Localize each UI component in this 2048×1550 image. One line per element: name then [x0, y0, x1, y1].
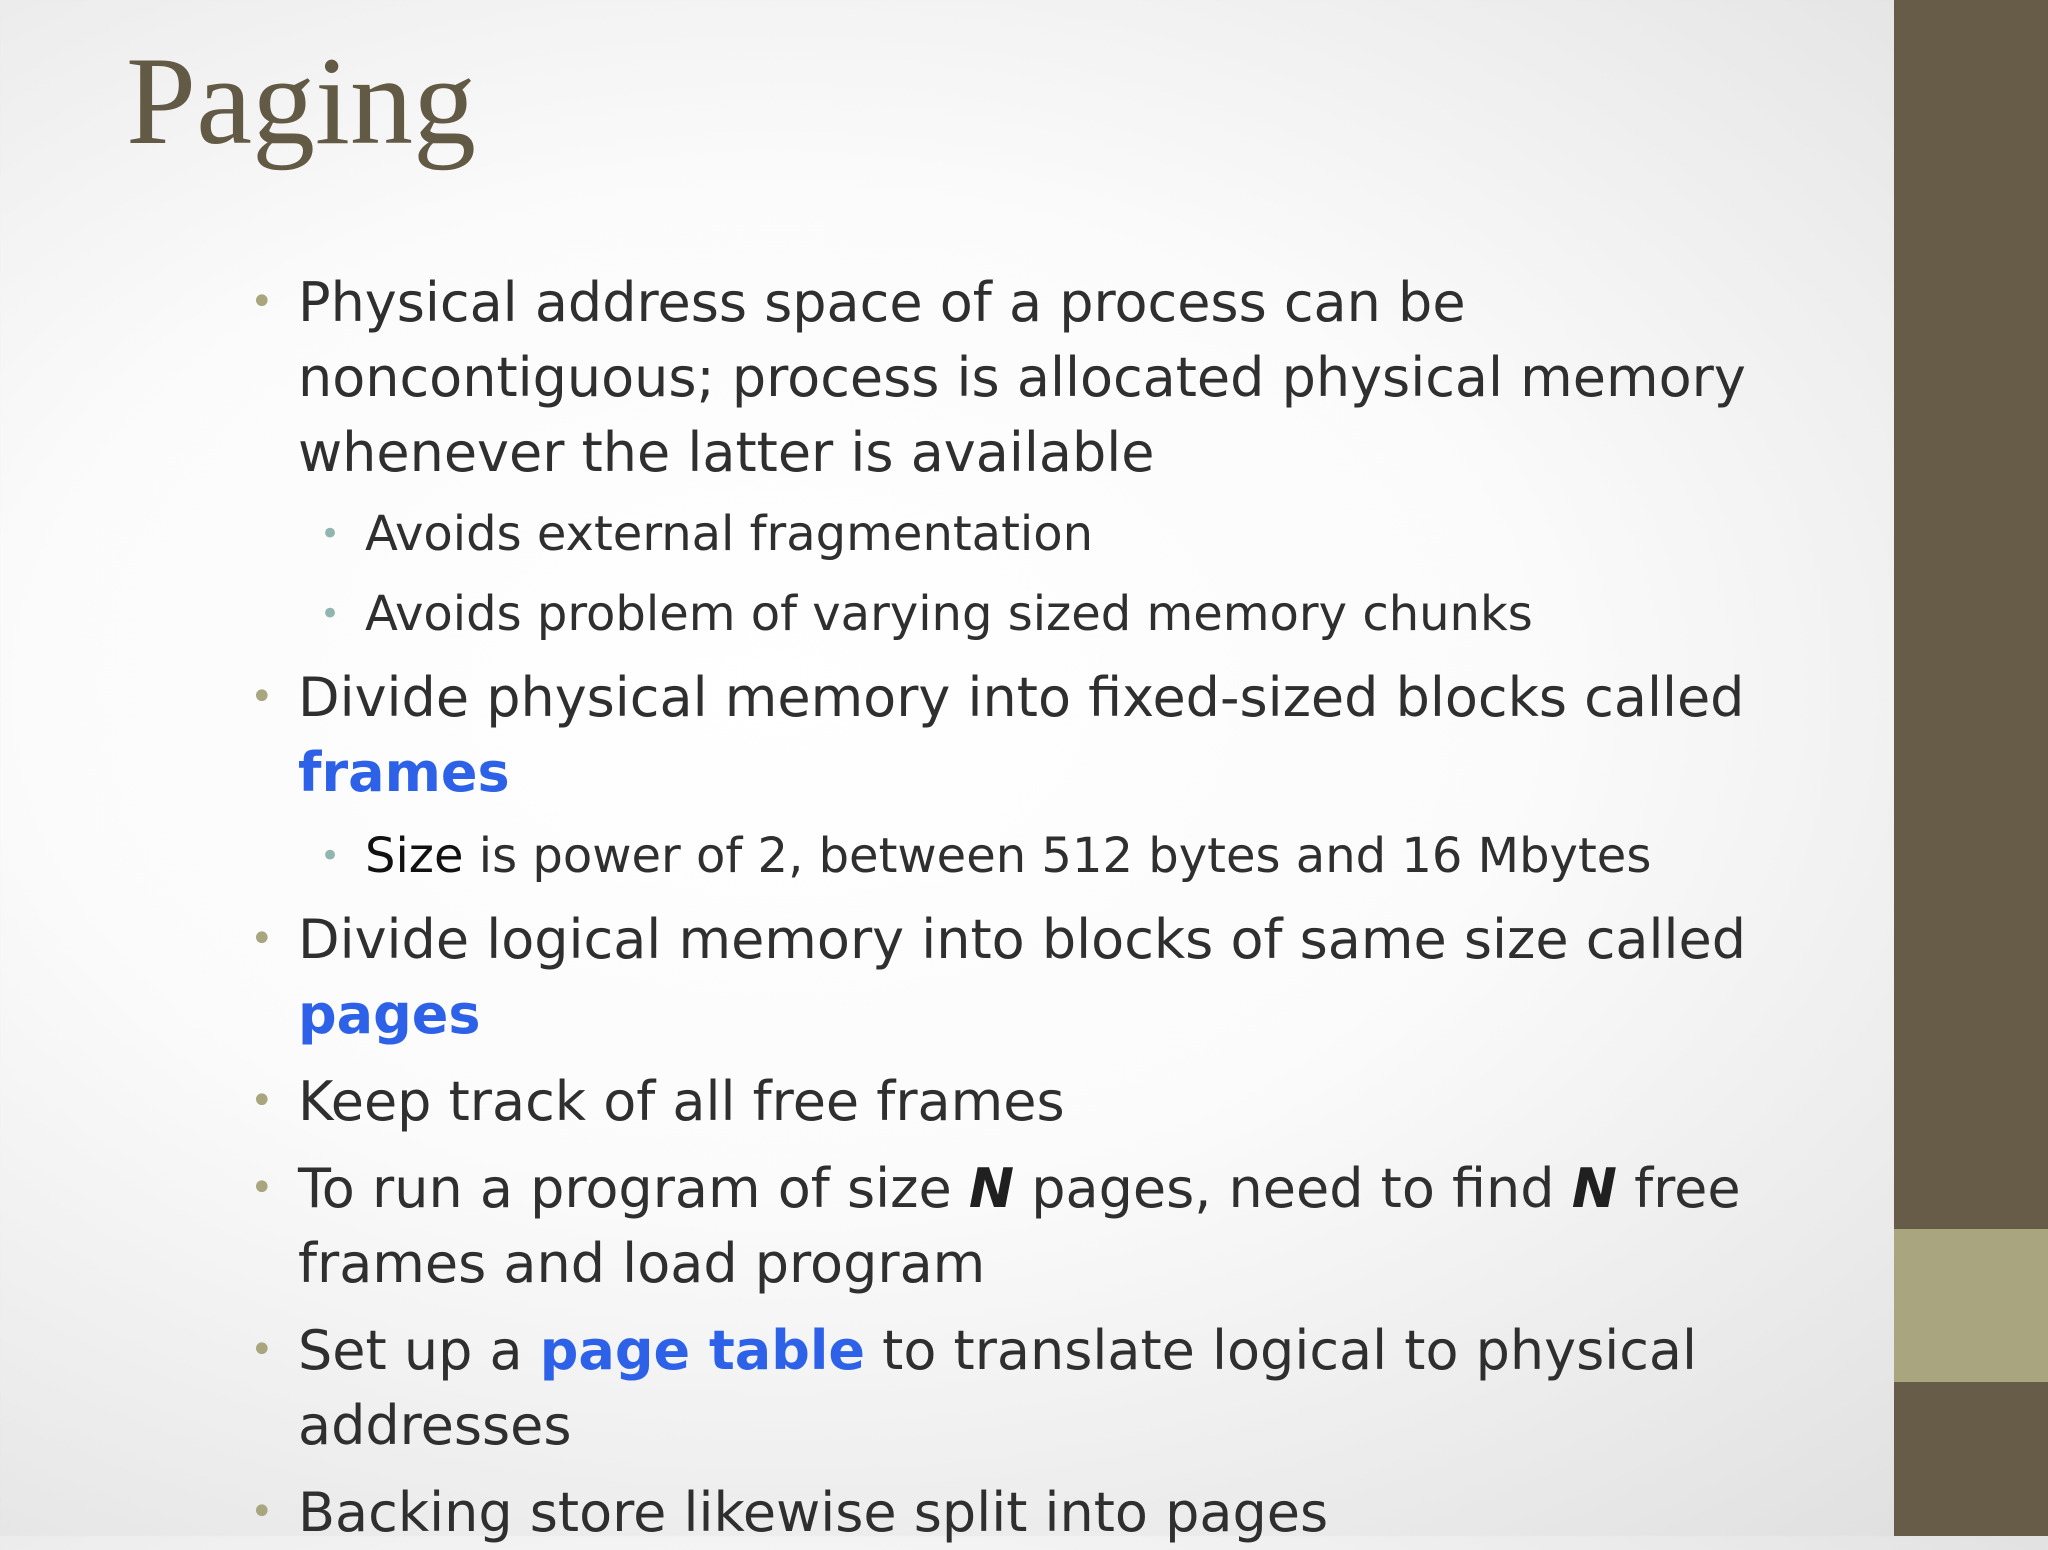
bullet-text: pages, need to find — [1014, 1157, 1572, 1220]
bullet-dot-icon: • — [250, 1489, 274, 1535]
bullet-line: Divide physical memory into fixed-sized blocks called — [298, 666, 1745, 729]
bullet-dot-icon: • — [250, 279, 274, 325]
right-sidebar-accent-block — [1894, 1229, 2048, 1382]
sub-bullet-text: Avoids external fragmentation — [365, 506, 1094, 562]
bullet-line: whenever the latter is available — [298, 421, 1155, 484]
bullet-list — [230, 265, 1747, 1544]
bullet-line: frames and load program — [298, 1232, 986, 1295]
bullet-dot-icon: • — [250, 916, 274, 962]
bullet-text: Set up a — [298, 1319, 540, 1382]
sub-bullet-dot-icon: • — [320, 514, 341, 554]
bullet-line: addresses — [298, 1394, 572, 1457]
term-page-table: page table — [539, 1319, 865, 1382]
bullet-text: to translate logical to physical — [864, 1319, 1698, 1382]
bullet-line — [298, 1151, 1741, 1226]
bullet-divide-logical-memory — [230, 902, 1747, 1052]
bullet-dot-icon: • — [250, 674, 274, 720]
bullet-text: free — [1616, 1157, 1741, 1220]
sub-bullet-dot-icon: • — [320, 594, 341, 634]
bullet-line: Keep track of all free frames — [298, 1070, 1065, 1133]
sub-bullet-size-word: Size — [365, 828, 464, 884]
bullet-line — [298, 1313, 1698, 1388]
bullet-text: To run a program of size — [298, 1157, 969, 1220]
bullet-backing-store — [230, 1475, 1670, 1550]
sub-bullet-text: Avoids problem of varying sized memory chunks — [365, 586, 1533, 642]
bullet-divide-physical-memory — [230, 660, 1745, 810]
bullet-dot-icon: • — [250, 1078, 274, 1124]
variable-n: N — [968, 1157, 1015, 1220]
bullet-physical-address-space — [230, 265, 1746, 490]
slide-title: Paging — [126, 32, 477, 171]
bullet-dot-icon: • — [250, 1165, 274, 1211]
bullet-line: Backing store likewise split into pages — [298, 1481, 1329, 1544]
term-pages: pages — [298, 983, 481, 1046]
bullet-page-table — [230, 1313, 1698, 1463]
bullet-track-free-frames — [230, 1064, 1670, 1139]
sub-bullet-frame-size — [230, 822, 1670, 890]
bullet-run-program — [230, 1151, 1741, 1301]
bullet-dot-icon: • — [250, 1327, 274, 1373]
bullet-line: noncontiguous; process is allocated physical memory — [298, 346, 1746, 409]
bullet-line: Divide logical memory into blocks of same size called — [298, 908, 1747, 971]
sub-bullet-external-fragmentation — [230, 500, 1670, 568]
sub-bullet-text: is power of 2, between 512 bytes and 16 Mbytes — [463, 828, 1652, 884]
sub-bullet-dot-icon: • — [320, 836, 341, 876]
bullet-line: Physical address space of a process can be — [298, 271, 1466, 334]
variable-n: N — [1571, 1157, 1617, 1220]
sub-bullet-varying-chunks — [230, 580, 1670, 648]
term-frames: frames — [298, 741, 510, 804]
